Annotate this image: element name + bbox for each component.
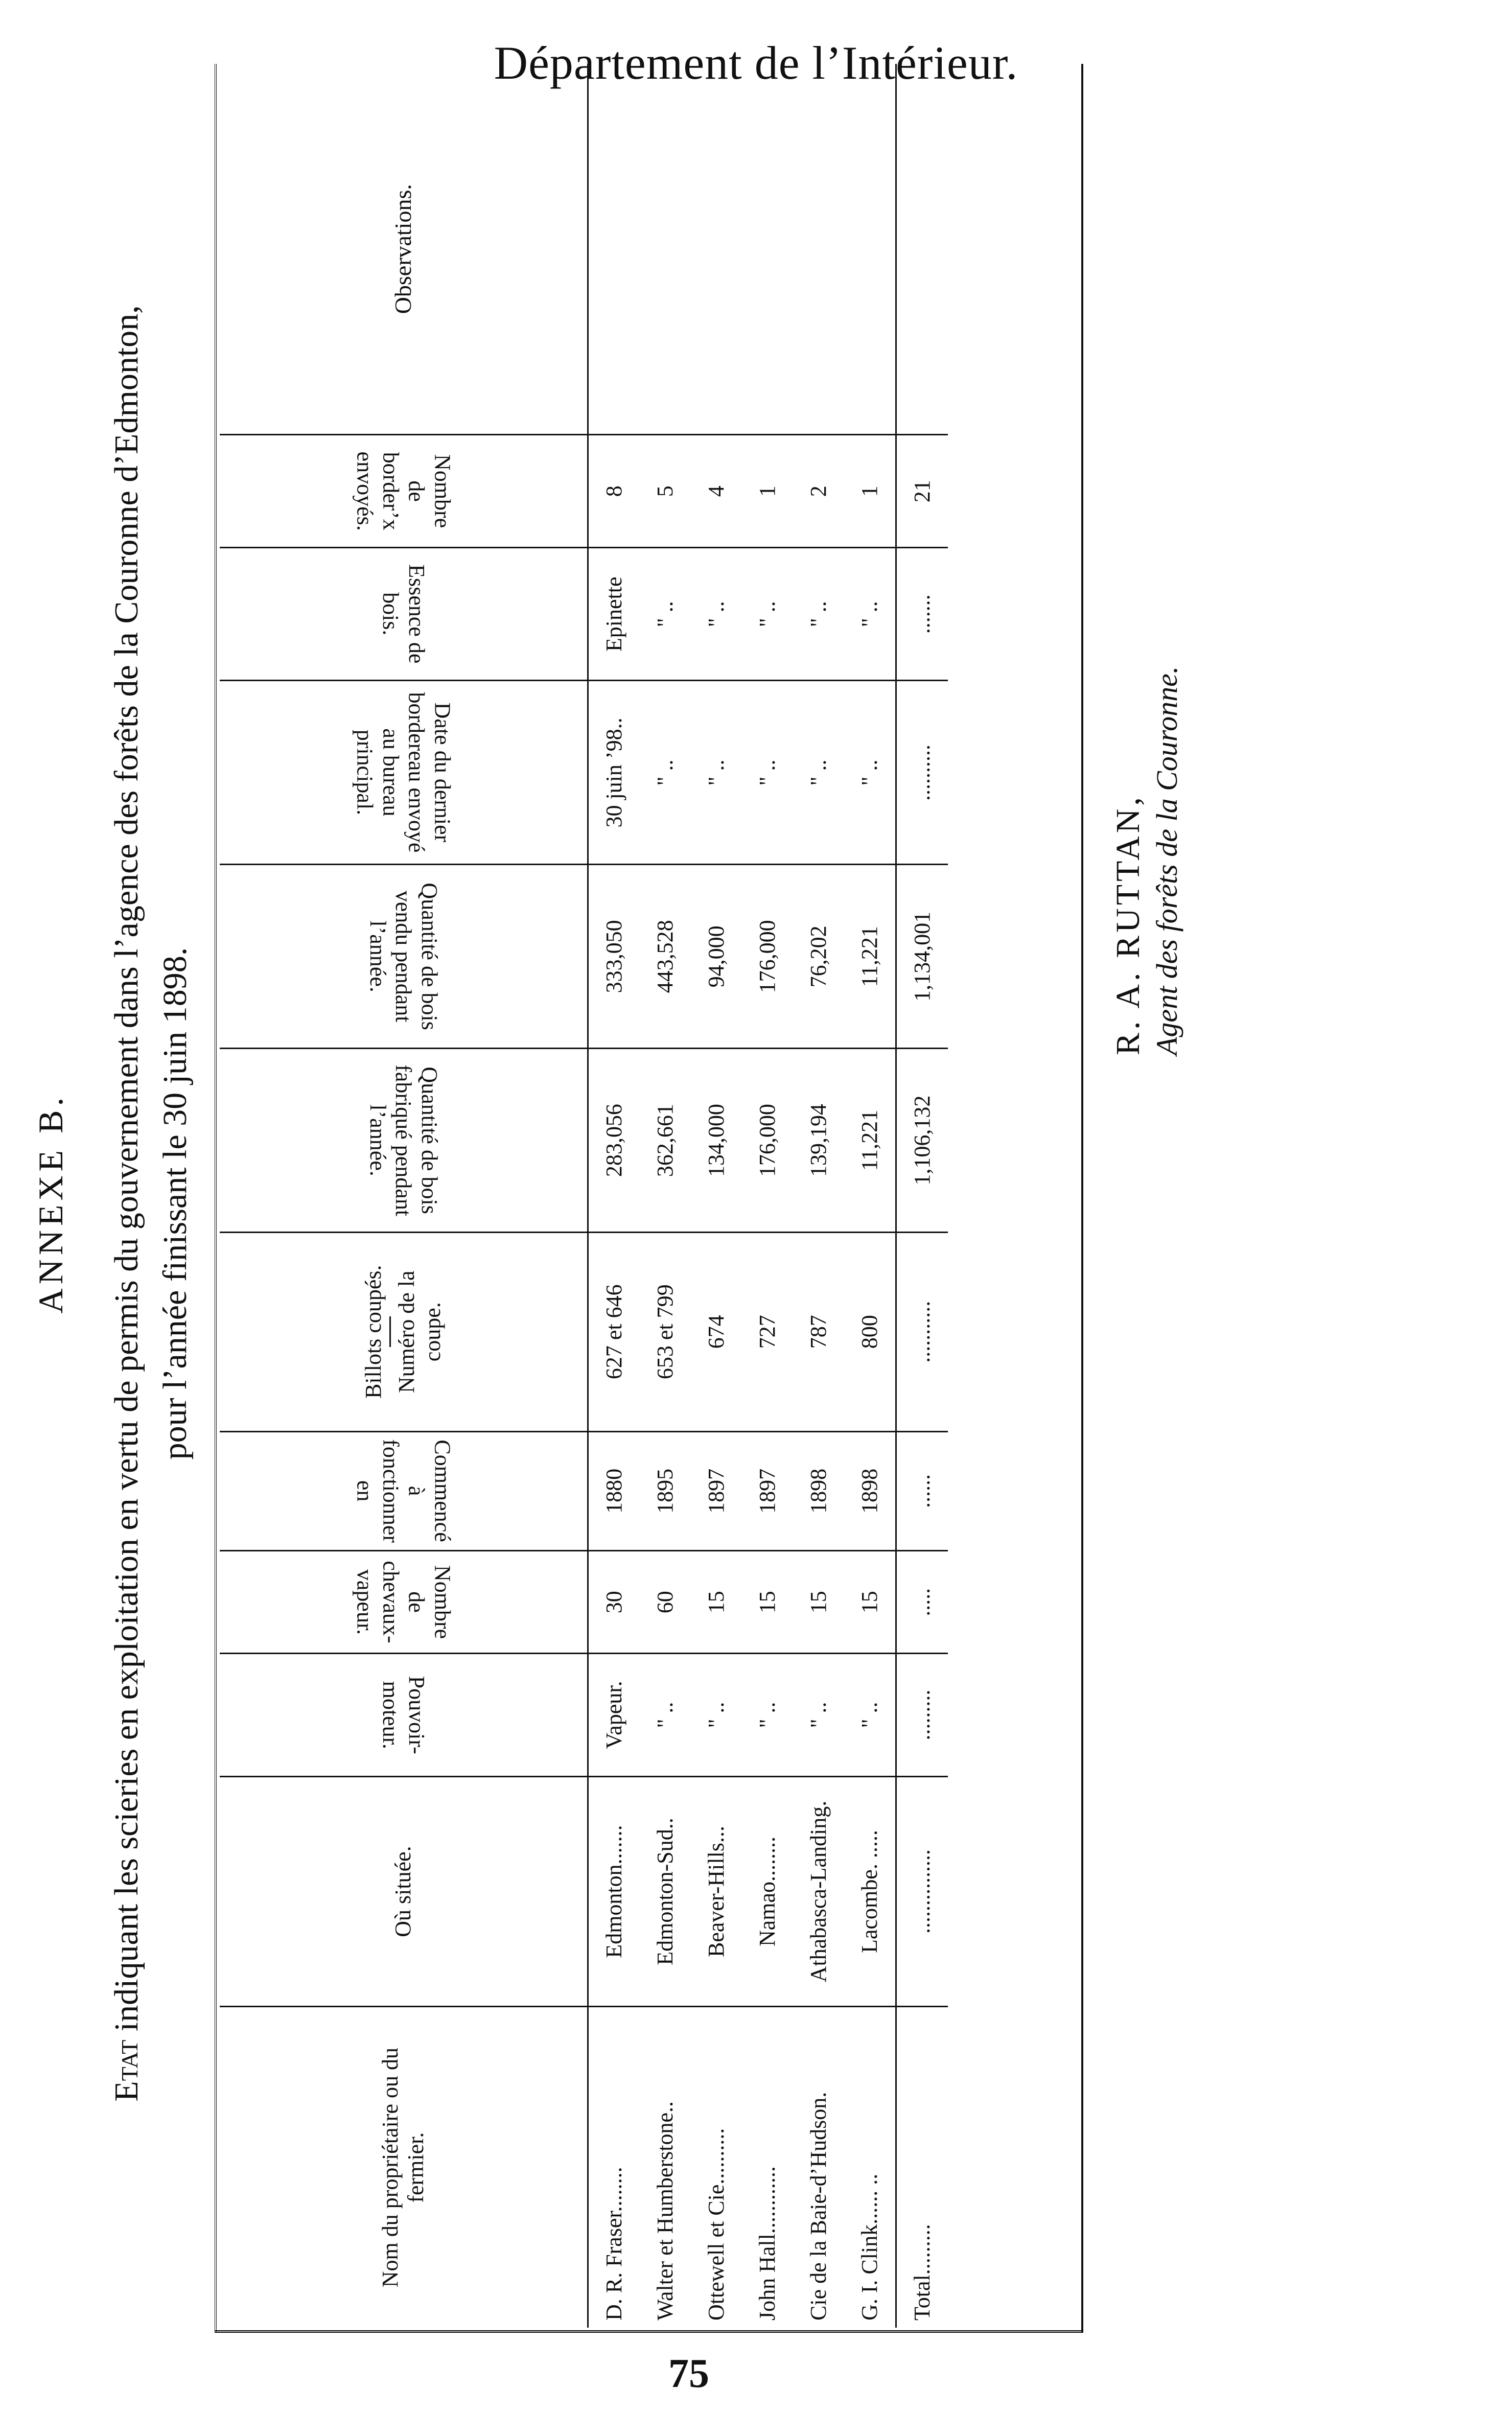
cell-started: 1880 (588, 1431, 640, 1551)
rotated-page-content (31, 64, 1247, 2343)
total-started: ...... (896, 1431, 948, 1551)
col-sold: Quantité de bois vendu pendant l’année. (220, 865, 588, 1049)
cell-species: " .. (844, 548, 896, 681)
cell-last-report: " .. (742, 681, 793, 865)
page-number: 75 (668, 2351, 709, 2396)
coupe-label: Numéro de la coupe. (394, 1270, 446, 1393)
col-species: Essence de bois. (220, 548, 588, 681)
cell-reports: 1 (844, 435, 896, 548)
total-power: ......... (896, 1654, 948, 1777)
cell-owner: Walter et Humberstone.. (653, 2101, 678, 2321)
cell-observations (793, 64, 844, 435)
cell-manufactured: 134,000 (691, 1049, 742, 1233)
cell-power: " .. (844, 1654, 896, 1777)
cell-last-report: " .. (691, 681, 742, 865)
cell-coupe: 800 (844, 1232, 896, 1431)
total-last-report: .......... (896, 681, 948, 865)
total-sold: 1,134,001 (896, 865, 948, 1049)
total-coupe: ........... (896, 1232, 948, 1431)
cell-sold: 443,528 (640, 865, 691, 1049)
table-row (844, 64, 896, 2328)
cell-species: " .. (793, 548, 844, 681)
cell-last-report: " .. (793, 681, 844, 865)
cell-started: 1897 (691, 1431, 742, 1551)
cell-hp: 60 (640, 1551, 691, 1654)
total-label: Total......... (896, 2007, 948, 2328)
col-owner: Nom du propriétaire ou du fermier. (220, 2007, 588, 2328)
col-location: Où située. (220, 1776, 588, 2006)
page-header: Département de l’Intérieur. (494, 37, 1018, 89)
table-row (793, 64, 844, 2328)
cell-species: " .. (691, 548, 742, 681)
cell-power: " .. (691, 1654, 742, 1777)
cell-location: Athabasca-Landing. (793, 1776, 844, 2006)
total-location: ............... (896, 1776, 948, 2006)
cell-owner: Ottewell et Cie.......... (704, 2128, 729, 2321)
cell-sold: 94,000 (691, 865, 742, 1049)
cell-started: 1898 (844, 1431, 896, 1551)
cell-manufactured: 176,000 (742, 1049, 793, 1233)
sawmill-table (220, 64, 948, 2328)
cell-hp: 15 (793, 1551, 844, 1654)
cell-last-report: " .. (844, 681, 896, 865)
table-total-row (896, 64, 948, 2328)
cell-reports: 5 (640, 435, 691, 548)
table-bottom-rule (1081, 64, 1083, 2333)
annexe-title: ANNEXE B. (31, 1093, 70, 1314)
col-horsepower: Nombre de chevaux-vapeur. (220, 1551, 588, 1654)
table-row (691, 64, 742, 2328)
document-title-line-1 (107, 64, 146, 2343)
total-reports: 21 (896, 435, 948, 548)
cell-started: 1895 (640, 1431, 691, 1551)
cell-hp: 15 (844, 1551, 896, 1654)
cell-coupe: 653 et 799 (640, 1232, 691, 1431)
cell-coupe: 674 (691, 1232, 742, 1431)
signature-name: R. A. RUTTAN, (1109, 794, 1147, 1055)
cell-species: Epinette (588, 548, 640, 681)
title-line-1: indiquant les scieries en exploitation en vertu de permis du gouvernement dans l’agence des forêts de la Couronne d’Edmonton, (108, 305, 145, 2032)
cell-owner: Cie de la Baie-d’Hudson. (806, 2092, 831, 2321)
cell-power: " .. (793, 1654, 844, 1777)
cell-species: " .. (742, 548, 793, 681)
table-header-row (220, 64, 588, 2328)
title-lead: Etat (108, 2039, 145, 2102)
cell-location: Namao........ (742, 1776, 793, 2006)
total-species: ....... (896, 548, 948, 681)
cell-sold: 76,202 (793, 865, 844, 1049)
signature-block (1109, 340, 1184, 1055)
cell-coupe: 627 et 646 (588, 1232, 640, 1431)
cell-started: 1897 (742, 1431, 793, 1551)
cell-reports: 2 (793, 435, 844, 548)
cell-hp: 30 (588, 1551, 640, 1654)
cell-owner: John Hall............ (755, 2166, 780, 2321)
cell-power: " .. (742, 1654, 793, 1777)
cell-location: Lacombe. ..... (844, 1776, 896, 2006)
cell-reports: 1 (742, 435, 793, 548)
cell-sold: 333,050 (588, 865, 640, 1049)
col-reports-sent: Nombre de border’x envoyés. (220, 435, 588, 548)
col-observations: Observations. (220, 64, 588, 435)
cell-started: 1898 (793, 1431, 844, 1551)
cell-owner: G. I. Clink...... .. (857, 2173, 882, 2321)
col-manufactured: Quantité de bois fabriqué pendant l’année. (220, 1049, 588, 1233)
total-manufactured: 1,106,132 (896, 1049, 948, 1233)
cell-sold: 11,221 (844, 865, 896, 1049)
signature-role: Agent des forêts de la Couronne. (1150, 666, 1183, 1055)
billots-label: Billots coupés. (360, 1265, 386, 1399)
cell-observations (588, 64, 640, 435)
cell-reports: 8 (588, 435, 640, 548)
cell-manufactured: 139,194 (793, 1049, 844, 1233)
total-hp: ..... (896, 1551, 948, 1654)
cell-location: Edmonton....... (588, 1776, 640, 2006)
cell-owner: D. R. Fraser........ (601, 2167, 626, 2321)
cell-location: Beaver-Hills... (691, 1776, 742, 2006)
table-row (742, 64, 793, 2328)
cell-last-report: 30 juin ’98.. (588, 681, 640, 865)
cell-power: Vapeur. (588, 1654, 640, 1777)
cell-observations (844, 64, 896, 435)
table-left-rule (215, 2330, 1083, 2333)
cell-power: " .. (640, 1654, 691, 1777)
cell-last-report: " .. (640, 681, 691, 865)
col-started: Commencé à fonctionner en (220, 1431, 588, 1551)
cell-coupe: 787 (793, 1232, 844, 1431)
cell-coupe: 727 (742, 1232, 793, 1431)
cell-location: Edmonton-Sud.. (640, 1776, 691, 2006)
col-power: Pouvoir-moteur. (220, 1654, 588, 1777)
cell-hp: 15 (691, 1551, 742, 1654)
cell-species: " .. (640, 548, 691, 681)
cell-sold: 176,000 (742, 865, 793, 1049)
col-billots (220, 1232, 588, 1431)
cell-observations (640, 64, 691, 435)
sawmill-table-wrapper (215, 64, 1083, 2343)
cell-hp: 15 (742, 1551, 793, 1654)
col-last-report: Date du dernier bordereau envoyé au bureau principal. (220, 681, 588, 865)
table-top-rule (215, 64, 217, 2333)
cell-observations (742, 64, 793, 435)
table-row (588, 64, 640, 2328)
cell-reports: 4 (691, 435, 742, 548)
billots-divider (389, 1316, 391, 1347)
cell-manufactured: 362,661 (640, 1049, 691, 1233)
document-title-line-2: pour l’année finissant le 30 juin 1898. (156, 947, 194, 1460)
cell-observations (691, 64, 742, 435)
cell-manufactured: 11,221 (844, 1049, 896, 1233)
table-row (640, 64, 691, 2328)
total-observations (896, 64, 948, 435)
cell-manufactured: 283,056 (588, 1049, 640, 1233)
